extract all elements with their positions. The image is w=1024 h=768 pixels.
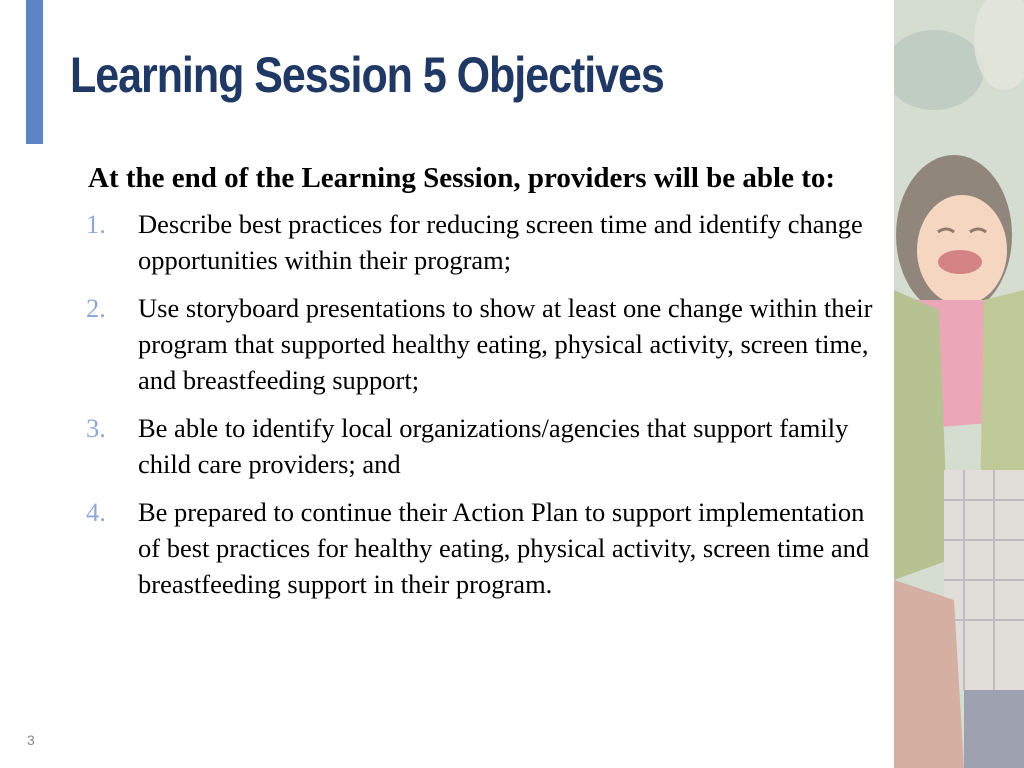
title-accent-bar xyxy=(26,0,43,144)
objective-item xyxy=(88,290,878,398)
slide-body xyxy=(88,160,878,614)
objective-text: Be prepared to continue their Action Plan to support implementation of best practices for healthy eating, physical activity, screen time and breastfeeding support in their program. xyxy=(138,497,870,599)
photo-fade-overlay xyxy=(894,0,1024,768)
objective-item xyxy=(88,206,878,278)
objective-number: 2. xyxy=(86,293,106,323)
slide-title: Learning Session 5 Objectives xyxy=(70,47,664,103)
objective-number: 4. xyxy=(86,497,106,527)
objective-text: Describe best practices for reducing screen time and identify change opportunities within their program; xyxy=(138,209,863,275)
objective-number: 1. xyxy=(86,209,106,239)
objective-number: 3. xyxy=(86,413,106,443)
objective-text: Use storyboard presentations to show at least one change within their program that supported healthy eating, physical activity, screen time, and breastfeeding support; xyxy=(138,293,873,395)
objectives-list xyxy=(88,206,878,602)
objective-text: Be able to identify local organizations/agencies that support family child care providers; and xyxy=(138,413,849,479)
objective-item xyxy=(88,494,878,602)
child-photo xyxy=(894,0,1024,768)
page-number: 3 xyxy=(27,732,35,748)
intro-text: At the end of the Learning Session, providers will be able to: xyxy=(88,162,836,194)
objective-item xyxy=(88,410,878,482)
